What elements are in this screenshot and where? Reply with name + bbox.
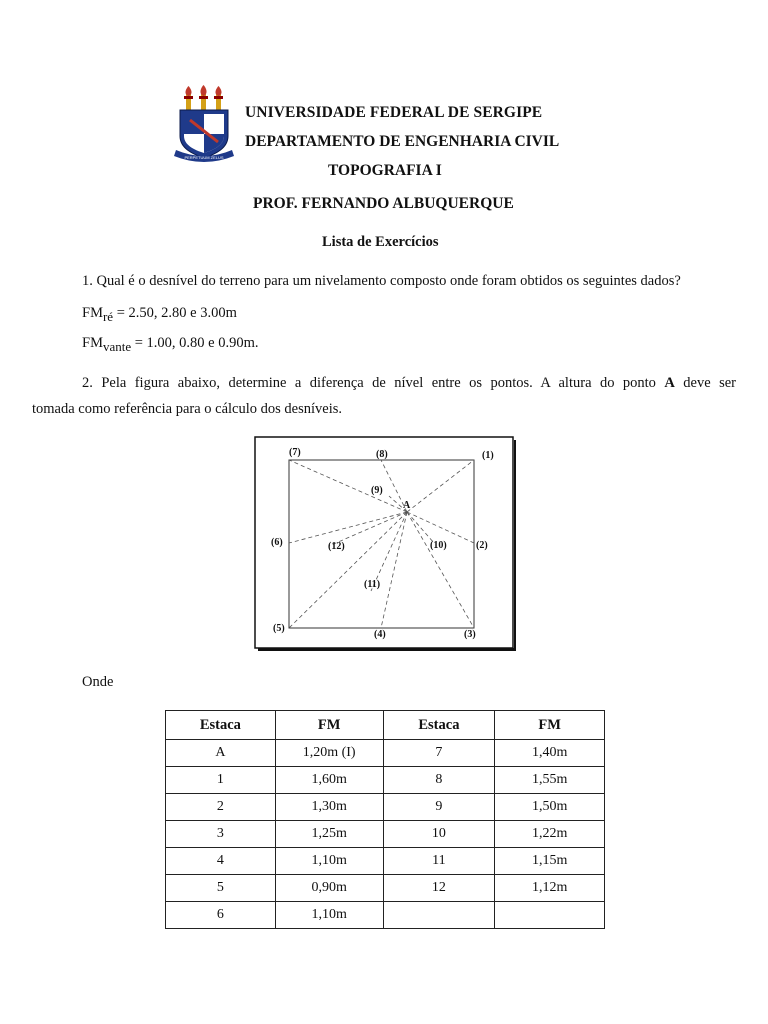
station-label: (12) [328,541,345,552]
table-row [166,740,605,767]
table-cell: 6 [166,902,276,929]
table-cell: 1,15m [495,848,605,875]
station-label: (2) [476,540,488,551]
station-label: (10) [430,540,447,551]
question-2-paragraph [32,370,736,422]
station-label: (4) [374,629,386,640]
point-a-label: A [403,500,411,511]
table-cell: 1,20m (I) [275,740,383,767]
table-cell: 12 [383,875,495,902]
table-cell: 1,25m [275,821,383,848]
fm-re-line [82,305,237,322]
table-row [166,767,605,794]
table-row [166,794,605,821]
table-cell [383,902,495,929]
table-row [166,821,605,848]
table-cell: 2 [166,794,276,821]
station-label: (6) [271,537,283,548]
table-cell: 11 [383,848,495,875]
table-cell: 1,10m [275,902,383,929]
department-name: DEPARTAMENTO DE ENGENHARIA CIVIL [245,133,560,150]
professor-name: PROF. FERNANDO ALBUQUERQUE [253,195,514,212]
station-label: (1) [482,450,494,461]
header-estaca-1: Estaca [166,711,276,740]
fm-re-values: = 2.50, 2.80 e 3.00m [113,305,237,321]
table-cell: 3 [166,821,276,848]
station-label: (7) [289,447,301,458]
table-row [166,875,605,902]
crest-motto: PERPETUUM ZELUS [184,155,224,160]
table-cell: A [166,740,276,767]
table-cell: 1,50m [495,794,605,821]
list-title: Lista de Exercícios [322,234,439,250]
onde-label: Onde [82,674,114,690]
table-row [166,848,605,875]
fm-re-subscript: ré [102,309,114,324]
station-label: (9) [371,485,383,496]
fm-re-prefix: FM [82,305,103,321]
table-cell: 1,30m [275,794,383,821]
course-name: TOPOGRAFIA I [328,162,442,179]
fm-vante-line [82,335,259,352]
table-cell: 10 [383,821,495,848]
table-cell: 4 [166,848,276,875]
table-cell: 1,12m [495,875,605,902]
question-2-line-1: 2. Pela figura abaixo, determine a diferença de nível entre os pontos. A altura do ponto A deve ser [82,375,737,391]
university-crest-icon [174,84,244,166]
station-readings-table [165,710,605,929]
table-header-row [166,711,605,740]
question-2-line-2: tomada como referência para o cálculo dos desníveis. [32,401,343,417]
table-cell [495,902,605,929]
point-a-bold: A [664,375,675,391]
station-label: (8) [376,449,388,460]
fm-vante-subscript: vante [102,339,132,354]
station-label: (11) [364,579,381,590]
table-cell: 7 [383,740,495,767]
header-fm-1: FM [275,711,383,740]
table-row [166,902,605,929]
table-cell: 0,90m [275,875,383,902]
table-cell: 5 [166,875,276,902]
table-cell: 1,55m [495,767,605,794]
station-label: (3) [464,629,476,640]
header-estaca-2: Estaca [383,711,495,740]
table-cell: 1,10m [275,848,383,875]
fm-vante-values: = 1.00, 0.80 e 0.90m. [131,335,259,351]
table-cell: 1,60m [275,767,383,794]
university-name: UNIVERSIDADE FEDERAL DE SERGIPE [245,104,543,121]
table-cell: 1,40m [495,740,605,767]
leveling-figure [254,436,516,651]
station-label: (5) [273,623,285,634]
header-fm-2: FM [495,711,605,740]
table-cell: 1 [166,767,276,794]
table-cell: 9 [383,794,495,821]
table-cell: 1,22m [495,821,605,848]
table-cell: 8 [383,767,495,794]
fm-vante-prefix: FM [82,335,103,351]
question-1-text: 1. Qual é o desnível do terreno para um nivelamento composto onde foram obtidos os seguintes dados? [82,273,681,289]
